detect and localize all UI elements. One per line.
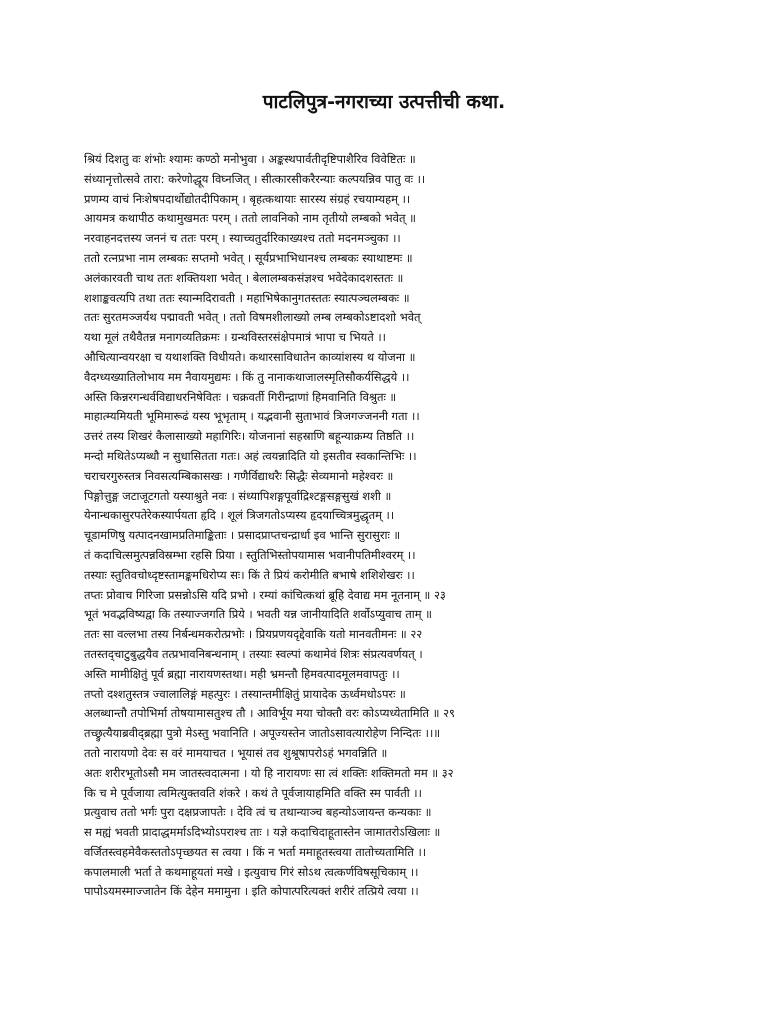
verse-line: पिङ्गोत्तुङ्ग जटाजूटगतो यस्याश्रुते नवः । संध्यापिशङ्गपूर्वाद्रिश्टङ्गसङ्गसुखं शशी ॥ [84, 488, 392, 503]
verse-line: पापोऽयमस्माज्जातेन किं देहेन ममामुना । इति कोपात्परित्यक्तं शरीरं तत्प्रिये त्वया ।। [84, 884, 419, 899]
verse-line: अस्ति मामीक्षितुं पूर्व ब्रह्मा नारायणस्तथा। मही भ्रमन्तौ हिमवत्पादमूलमवापतुः ।। [84, 666, 400, 681]
verse-line: शशाङ्कवत्यपि तथा ततः स्यान्मदिरावती । महाभिषेकानुगतस्ततः स्यात्पञ्चलम्बकः ॥ [84, 290, 410, 305]
verse-line: यथा मूलं तथैवैतन्न मनागव्यतिक्रमः । ग्रन्थविस्तरसंक्षेपमात्रं भापा च भियते ।। [84, 330, 386, 345]
verse-line: आयमत्र कथापीठ कथामुखमतः परम् । ततो लावनिको नाम तृतीयो लम्बको भवेत् ॥ [84, 211, 416, 226]
verse-line: मन्दो मथितेऽप्यब्धौ न सुधासितता गतः। अहं त्वयन्नादिति यो इसतीव स्वकान्तिभिः ।। [84, 448, 417, 463]
verse-line: तं कदाचित्समुत्पन्नविस्रम्भा रहसि प्रिया । स्तुतिभिस्तोपयामास भवानीपतिमीश्वरम् ।। [84, 547, 416, 562]
verse-line: चराचरगुरुस्तत्र निवसत्यम्बिकासखः । गणैर्विद्याधरैः सिद्धैः सेव्यमानो महेश्वरः ॥ [84, 468, 394, 483]
verse-line: तप्तो दश्शतुस्तत्र ज्वालालिङ्गं महत्पुरः । तस्यान्तमीक्षितुं प्रायादेक ऊर्ध्वमधोऽपरः ॥ [84, 686, 406, 701]
verse-line: वैदग्ध्यख्यातिलोभाय मम नैवायमुद्यमः । किं तु नानाकथाजालस्मृतिसौकर्यसिद्धये ।। [84, 369, 410, 384]
document-title: पाटलिपुत्र-नगराच्या उत्पत्तीची कथा. [262, 91, 506, 113]
verse-line: अलब्धान्तौ तपोभिर्मा तोषयामासतुश्च तौ । आविर्भूय मया चोक्तौ वरः कोऽप्यध्येतामिति ॥ २९ [84, 706, 455, 721]
verse-line: अस्ति किन्नरगन्धर्वविद्याधरनिषेवितः । चक्रवर्ती गिरीन्द्राणां हिमवानिति विश्रुतः ॥ [84, 389, 397, 404]
verse-line: प्रत्युवाच ततो भर्गः पुरा दक्षप्रजापतेः । देवि त्वं च तथान्याञ्च बहन्योऽजायन्त कन्यकाः ॥ [84, 805, 432, 820]
verse-line: तच्छ्रुत्यैयाब्रवीद्ब्रह्मा पुत्रो मेऽस्तु भवानिति । अपूज्यस्तेन जातोऽसावत्यारोहेण निन्दितः ।।॥ [84, 726, 441, 741]
verse-line: ततः सा वल्लभा तस्य निर्बन्धमकरोत्प्रभोः । प्रियप्रणयदृद्देवाकि यतो मानवतीमनः ॥ २२ [84, 627, 423, 642]
verse-line: कि च मे पूर्वजाया त्वमित्युक्तवति शंकरे । कथं ते पूर्वजायाहमिति वक्ति स्म पार्वती ।। [84, 785, 422, 800]
verse-line: चूडामणिषु यत्पादनखामप्रतिमाङ्किताः । प्रसादप्राप्तचन्द्रार्धा इव भान्ति सुरासुराः ॥ [84, 528, 401, 543]
verse-line: माहात्म्यमियती भूमिमारूढं यस्य भूभृताम् । यद्भवानी सुताभावं त्रिजगज्जननी गता ।। [84, 409, 420, 424]
verse-line: ततः सुरतमञ्जर्यथ पद्मावती भवेत् । ततो विषमशीलाख्यो लम्ब लम्बकोऽष्टादशो भवेत् [84, 310, 421, 325]
verse-line: तप्तः प्रोवाच गिरिजा प्रसन्नोऽसि यदि प्रभो । रम्यां कांचित्कथां ब्रूहि देवाद्य मम नूतनाम् ॥ २३ [84, 587, 446, 602]
verse-line: उत्तरं तस्य शिखरं कैलासाख्यो महागिरिः। योजनानां सहस्राणि बहून्याक्रम्य तिष्ठति ।। [84, 429, 415, 444]
verse-line: भूतं भवद्भविष्यद्वा कि तस्याज्जगति प्रिये । भवती यन्न जानीयादिति शर्वोऽप्युवाच ताम् ॥ [84, 607, 432, 622]
verse-line: औचित्यान्वयरक्षा च यथाशक्ति विधीयते। कथारसाविधातेन काव्यांशस्य थ योजना ॥ [84, 349, 416, 364]
verse-line: ततस्तद्चाटुबुद्धयैव तत्प्रभावनिबन्धनाम् । तस्याः स्वल्पां कथामेवं शित्रः संप्रत्यवर्णयत् । [84, 646, 423, 661]
verse-line: प्रणम्य वाचं निःशेषपदार्थोद्योतदीपिकाम् । बृहत्कथायाः सारस्य संग्रहं रचयाम्यहम् ।। [84, 191, 411, 206]
verse-line: ततो रत्नप्रभा नाम लम्बकः सप्तमो भवेत् । सूर्यप्रभाभिधानश्च लम्बकः स्याथाष्टमः ॥ [84, 250, 413, 265]
verse-line: येनान्धकासुरपतेरेकस्यार्पयता हृदि । शूलं त्रिजगतोऽप्यस्य हृदयाच्चित्रमुद्धृतम् ।। [84, 508, 395, 523]
verse-line: वर्जितस्त्वहमेवैकस्ततोऽपृच्छयत स त्वया । किं न भर्ता ममाहूतस्त्वया तातोच्यतामिति ।। [84, 844, 427, 859]
verse-line: संध्यानृत्तोत्सवे तारा: करेणोद्धूय विघ्नजित् । सीत्कारसीकरैरन्याः कल्पयन्निव पातु वः ।। [84, 171, 426, 186]
verse-line: तस्याः स्तुतिवचोध्दृष्टस्तामङ्कमधिरोप्य सः। किं ते प्रियं करोमीति बभाषे शशिशेखरः ।। [84, 567, 415, 582]
document-body [84, 150, 764, 902]
verse-line: श्रियं दिशतु वः शंभोः श्यामः कण्ठो मनोभुवा । अङ्कस्थपार्वतीदृष्टिपाशैरिव विवेष्टितः ॥ [84, 152, 416, 166]
verse-line: अतः शरीरभूतोऽसौ मम जातस्त्वदात्मना । यो हि नारायणः सा त्वं शक्तिः शक्तिमतो मम ॥ ३२ [84, 765, 454, 780]
verse-line: स मह्यं भवती प्रादाद्धमर्माऽदिभ्योऽपराश्च ताः । यज्ञे कदाचिदाहूतास्तेन जामातरोऽखिलाः ॥ [84, 825, 441, 840]
verse-line: ततो नारायणो देवः स वरं मामयाचत । भूयासं तव शुश्रूषापरोऽहं भगवन्निति ॥ [84, 745, 388, 760]
verse-line: नरवाहनदत्तस्य जननं च ततः परम् । स्याच्चतुर्दारिकाख्यश्च ततो मदनमञ्चुका ।। [84, 231, 401, 246]
verse-line: कपालमाली भर्ता ते कथमाहूयतां मखे । इत्युवाच गिरं सोऽथ त्वत्कर्णविषसूचिकाम् ।। [84, 864, 419, 879]
verse-line: अलंकारवती चाथ ततः शक्तियशा भवेत् । बेलालम्बकसंज्ञश्च भवेदेकादशस्ततः ॥ [84, 270, 404, 285]
